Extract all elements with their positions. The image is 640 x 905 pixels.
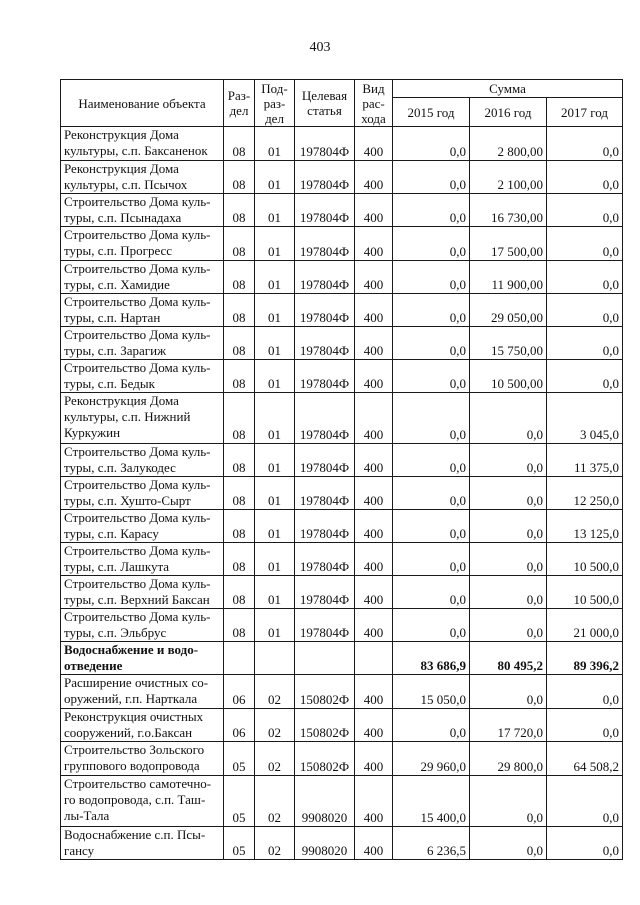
- expense-type: 400: [355, 609, 393, 642]
- section-code: 08: [224, 161, 255, 194]
- target-article: 197804Ф: [295, 609, 355, 642]
- object-name: Реконструкция Дома культуры, с.п. Псычох: [61, 161, 224, 194]
- sum-2016: 0,0: [470, 510, 547, 543]
- table-row: [61, 742, 623, 776]
- expense-type: [355, 642, 393, 675]
- sum-2015: 0,0: [393, 161, 470, 194]
- sum-2015: 0,0: [393, 477, 470, 510]
- table-row: [61, 675, 623, 709]
- object-name: Водоснабжение с.п. Псы- гансу: [61, 827, 224, 860]
- header-section: Раз- дел: [224, 80, 255, 127]
- sum-2015: 0,0: [393, 127, 470, 161]
- sum-2016: 80 495,2: [470, 642, 547, 675]
- section-code: 05: [224, 776, 255, 827]
- sum-2015: 6 236,5: [393, 827, 470, 860]
- table-row: [61, 543, 623, 576]
- sum-2015: 0,0: [393, 510, 470, 543]
- table-row: [61, 776, 623, 827]
- expense-type: 400: [355, 161, 393, 194]
- target-article: 150802Ф: [295, 675, 355, 709]
- sum-2017: 64 508,2: [547, 742, 623, 776]
- target-article: 9908020: [295, 776, 355, 827]
- sum-2015: 0,0: [393, 393, 470, 444]
- sum-2017: 10 500,0: [547, 576, 623, 609]
- section-code: 08: [224, 360, 255, 393]
- sum-2016: 10 500,00: [470, 360, 547, 393]
- subsection-code: [255, 642, 295, 675]
- subsection-code: 01: [255, 360, 295, 393]
- subsection-code: 01: [255, 227, 295, 261]
- subsection-code: 01: [255, 294, 295, 327]
- object-name: Строительство Дома куль- туры, с.п. Бедык: [61, 360, 224, 393]
- expense-type: 400: [355, 510, 393, 543]
- sum-2017: 0,0: [547, 827, 623, 860]
- target-article: 197804Ф: [295, 327, 355, 360]
- section-code: 08: [224, 444, 255, 477]
- object-name: Строительство Дома куль- туры, с.п. Залукодес: [61, 444, 224, 477]
- table-row: [61, 827, 623, 860]
- sum-2015: 0,0: [393, 294, 470, 327]
- sum-2015: 0,0: [393, 227, 470, 261]
- sum-2016: 0,0: [470, 675, 547, 709]
- sum-2017: 0,0: [547, 261, 623, 294]
- object-name: Строительство Дома куль- туры, с.п. Эльбрус: [61, 609, 224, 642]
- sum-2017: 11 375,0: [547, 444, 623, 477]
- sum-2015: 83 686,9: [393, 642, 470, 675]
- expense-type: 400: [355, 294, 393, 327]
- subsection-code: 01: [255, 510, 295, 543]
- target-article: 197804Ф: [295, 543, 355, 576]
- sum-2016: 0,0: [470, 477, 547, 510]
- target-article: 150802Ф: [295, 709, 355, 742]
- expense-type: 400: [355, 261, 393, 294]
- table-row: [61, 609, 623, 642]
- subsection-code: 01: [255, 393, 295, 444]
- sum-2016: 0,0: [470, 827, 547, 860]
- target-article: 197804Ф: [295, 227, 355, 261]
- sum-2015: 0,0: [393, 360, 470, 393]
- object-name: Реконструкция Дома культуры, с.п. Баксаненок: [61, 127, 224, 161]
- sum-2016: 0,0: [470, 576, 547, 609]
- sum-2017: 0,0: [547, 161, 623, 194]
- object-name: Строительство Дома куль- туры, с.п. Карасу: [61, 510, 224, 543]
- sum-2016: 0,0: [470, 444, 547, 477]
- sum-2016: 29 800,0: [470, 742, 547, 776]
- section-code: 08: [224, 543, 255, 576]
- sum-2017: 0,0: [547, 227, 623, 261]
- sum-2015: 0,0: [393, 609, 470, 642]
- expense-type: 400: [355, 360, 393, 393]
- section-code: 08: [224, 510, 255, 543]
- expense-type: 400: [355, 827, 393, 860]
- object-name: Реконструкция очистных сооружений, г.о.Баксан: [61, 709, 224, 742]
- subsection-code: 02: [255, 675, 295, 709]
- table-row: [61, 161, 623, 194]
- expense-type: 400: [355, 393, 393, 444]
- table-row: [61, 709, 623, 742]
- table-row: [61, 327, 623, 360]
- table-row: [61, 642, 623, 675]
- sum-2016: 17 720,0: [470, 709, 547, 742]
- sum-2017: 10 500,0: [547, 543, 623, 576]
- subsection-code: 01: [255, 127, 295, 161]
- target-article: 197804Ф: [295, 576, 355, 609]
- subsection-code: 02: [255, 709, 295, 742]
- section-code: 06: [224, 675, 255, 709]
- target-article: 150802Ф: [295, 742, 355, 776]
- subsection-code: 02: [255, 776, 295, 827]
- object-name: Строительство Дома куль- туры, с.п. Лашкута: [61, 543, 224, 576]
- table-row: [61, 510, 623, 543]
- sum-2017: 0,0: [547, 327, 623, 360]
- object-name: Строительство Дома куль- туры, с.п. Зарагиж: [61, 327, 224, 360]
- sum-2015: 0,0: [393, 576, 470, 609]
- table-row: [61, 444, 623, 477]
- sum-2015: 15 400,0: [393, 776, 470, 827]
- section-code: 06: [224, 709, 255, 742]
- object-name: Водоснабжение и водо- отведение: [61, 642, 224, 675]
- subsection-code: 01: [255, 609, 295, 642]
- table-row: [61, 393, 623, 444]
- sum-2015: 0,0: [393, 543, 470, 576]
- subsection-code: 01: [255, 477, 295, 510]
- sum-2017: 89 396,2: [547, 642, 623, 675]
- sum-2016: 0,0: [470, 543, 547, 576]
- table-row: [61, 127, 623, 161]
- target-article: 197804Ф: [295, 261, 355, 294]
- expense-type: 400: [355, 675, 393, 709]
- subsection-code: 01: [255, 543, 295, 576]
- header-sum: Сумма: [393, 80, 623, 98]
- header-name: Наименование объекта: [61, 80, 224, 127]
- budget-table: [60, 79, 623, 860]
- header-year-2015: 2015 год: [393, 98, 470, 127]
- target-article: 197804Ф: [295, 161, 355, 194]
- sum-2016: 16 730,00: [470, 194, 547, 227]
- subsection-code: 01: [255, 161, 295, 194]
- sum-2017: 0,0: [547, 709, 623, 742]
- object-name: Строительство Дома куль- туры, с.п. Нартан: [61, 294, 224, 327]
- sum-2015: 0,0: [393, 261, 470, 294]
- object-name: Строительство Дома куль- туры, с.п. Хушто-Сырт: [61, 477, 224, 510]
- expense-type: 400: [355, 444, 393, 477]
- sum-2015: 29 960,0: [393, 742, 470, 776]
- object-name: Строительство Дома куль- туры, с.п. Прогресс: [61, 227, 224, 261]
- header-year-2016: 2016 год: [470, 98, 547, 127]
- sum-2017: 3 045,0: [547, 393, 623, 444]
- sum-2016: 2 100,00: [470, 161, 547, 194]
- object-name: Реконструкция Дома культуры, с.п. Нижний Куркужин: [61, 393, 224, 444]
- section-code: 08: [224, 576, 255, 609]
- table-row: [61, 576, 623, 609]
- subsection-code: 01: [255, 261, 295, 294]
- object-name: Строительство Зольского группового водопровода: [61, 742, 224, 776]
- sum-2017: 0,0: [547, 360, 623, 393]
- expense-type: 400: [355, 127, 393, 161]
- target-article: 197804Ф: [295, 510, 355, 543]
- header-row-top: [61, 80, 623, 98]
- sum-2016: 0,0: [470, 393, 547, 444]
- sum-2017: 13 125,0: [547, 510, 623, 543]
- section-code: 08: [224, 227, 255, 261]
- expense-type: 400: [355, 742, 393, 776]
- target-article: 197804Ф: [295, 477, 355, 510]
- target-article: [295, 642, 355, 675]
- target-article: 197804Ф: [295, 127, 355, 161]
- table-row: [61, 194, 623, 227]
- sum-2016: 2 800,00: [470, 127, 547, 161]
- header-year-2017: 2017 год: [547, 98, 623, 127]
- sum-2017: 0,0: [547, 675, 623, 709]
- sum-2015: 0,0: [393, 444, 470, 477]
- section-code: 08: [224, 194, 255, 227]
- subsection-code: 01: [255, 576, 295, 609]
- table-row: [61, 261, 623, 294]
- target-article: 197804Ф: [295, 194, 355, 227]
- sum-2015: 15 050,0: [393, 675, 470, 709]
- sum-2016: 15 750,00: [470, 327, 547, 360]
- subsection-code: 01: [255, 444, 295, 477]
- expense-type: 400: [355, 709, 393, 742]
- subsection-code: 02: [255, 742, 295, 776]
- sum-2015: 0,0: [393, 709, 470, 742]
- section-code: 05: [224, 742, 255, 776]
- subsection-code: 02: [255, 827, 295, 860]
- section-code: 05: [224, 827, 255, 860]
- sum-2015: 0,0: [393, 194, 470, 227]
- section-code: 08: [224, 477, 255, 510]
- table-row: [61, 294, 623, 327]
- section-code: 08: [224, 327, 255, 360]
- table-row: [61, 360, 623, 393]
- target-article: 9908020: [295, 827, 355, 860]
- expense-type: 400: [355, 776, 393, 827]
- sum-2017: 0,0: [547, 127, 623, 161]
- target-article: 197804Ф: [295, 444, 355, 477]
- table-row: [61, 227, 623, 261]
- sum-2016: 0,0: [470, 609, 547, 642]
- sum-2017: 21 000,0: [547, 609, 623, 642]
- section-code: 08: [224, 393, 255, 444]
- target-article: 197804Ф: [295, 294, 355, 327]
- page-number: 403: [309, 40, 331, 55]
- sum-2015: 0,0: [393, 327, 470, 360]
- section-code: 08: [224, 609, 255, 642]
- section-code: 08: [224, 127, 255, 161]
- sum-2017: 0,0: [547, 194, 623, 227]
- sum-2016: 17 500,00: [470, 227, 547, 261]
- object-name: Строительство самотечно- го водопровода, с.п. Таш- лы-Тала: [61, 776, 224, 827]
- subsection-code: 01: [255, 327, 295, 360]
- table-row: [61, 477, 623, 510]
- sum-2017: 12 250,0: [547, 477, 623, 510]
- section-code: 08: [224, 261, 255, 294]
- expense-type: 400: [355, 576, 393, 609]
- header-target: Целевая статья: [295, 80, 355, 127]
- expense-type: 400: [355, 227, 393, 261]
- object-name: Строительство Дома куль- туры, с.п. Хамидие: [61, 261, 224, 294]
- expense-type: 400: [355, 327, 393, 360]
- sum-2016: 0,0: [470, 776, 547, 827]
- section-code: [224, 642, 255, 675]
- table-body: [61, 127, 623, 860]
- target-article: 197804Ф: [295, 393, 355, 444]
- sum-2017: 0,0: [547, 294, 623, 327]
- target-article: 197804Ф: [295, 360, 355, 393]
- section-code: 08: [224, 294, 255, 327]
- sum-2016: 11 900,00: [470, 261, 547, 294]
- subsection-code: 01: [255, 194, 295, 227]
- sum-2017: 0,0: [547, 776, 623, 827]
- object-name: Строительство Дома куль- туры, с.п. Верхний Баксан: [61, 576, 224, 609]
- sum-2016: 29 050,00: [470, 294, 547, 327]
- expense-type: 400: [355, 194, 393, 227]
- header-expense: Вид рас- хода: [355, 80, 393, 127]
- header-subsection: Под- раз- дел: [255, 80, 295, 127]
- expense-type: 400: [355, 543, 393, 576]
- object-name: Строительство Дома куль- туры, с.п. Псынадаха: [61, 194, 224, 227]
- expense-type: 400: [355, 477, 393, 510]
- object-name: Расширение очистных со- оружений, г.п. Нарткала: [61, 675, 224, 709]
